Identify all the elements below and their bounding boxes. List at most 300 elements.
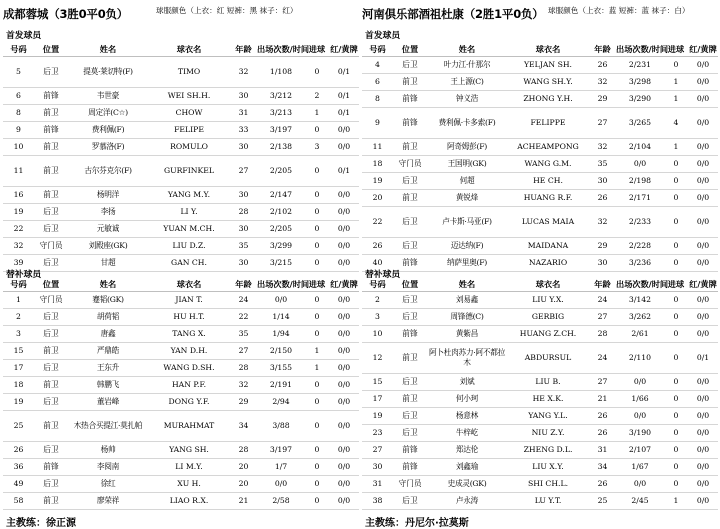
player-goals: 0	[664, 291, 688, 308]
player-player-name: 韩鹏飞	[68, 376, 148, 393]
player-age: 24	[230, 291, 257, 308]
player-position: 前锋	[34, 121, 68, 138]
player-player-name: 周锋德(C)	[427, 308, 507, 325]
player-player-name: 王上源(C)	[427, 73, 507, 90]
player-position: 后卫	[34, 220, 68, 237]
player-number: 22	[362, 206, 393, 237]
player-row	[362, 308, 718, 325]
player-player-name: 元敏诚	[68, 220, 148, 237]
kit-colors: 球服颜色（上衣：蓝 短裤：蓝 袜子：白）	[548, 6, 690, 15]
player-goals: 0	[664, 373, 688, 390]
player-appearances: 3/298	[616, 73, 664, 90]
player-number: 38	[362, 492, 393, 509]
starters-table	[362, 43, 718, 272]
player-cards: 0/0	[688, 189, 718, 206]
player-goals: 0	[664, 189, 688, 206]
player-number: 31	[362, 475, 393, 492]
player-player-name: 阿奇姆彭(F)	[427, 138, 507, 155]
player-age: 26	[589, 189, 616, 206]
player-player-name: 刘殿座(GK)	[68, 237, 148, 254]
player-number: 2	[3, 308, 34, 325]
player-appearances: 2/45	[616, 492, 664, 509]
player-row	[362, 407, 718, 424]
player-player-name: 李阅南	[68, 458, 148, 475]
player-player-name: 牛梓屹	[427, 424, 507, 441]
player-cards: 0/0	[688, 155, 718, 172]
player-cards: 0/0	[329, 254, 359, 271]
player-age: 33	[230, 121, 257, 138]
player-age: 20	[230, 458, 257, 475]
player-shirt-name: TIMO	[148, 56, 230, 87]
column-header-goals: 进球	[305, 278, 329, 291]
player-position: 后卫	[34, 254, 68, 271]
player-position: 前卫	[393, 390, 427, 407]
coach-name: 丹尼尔·拉莫斯	[405, 518, 469, 529]
column-header-position: 位置	[393, 278, 427, 291]
player-number: 17	[3, 359, 34, 376]
coach-line	[365, 514, 469, 529]
player-position: 前卫	[34, 104, 68, 121]
player-age: 35	[589, 155, 616, 172]
player-position: 前卫	[34, 138, 68, 155]
player-row	[362, 492, 718, 509]
player-goals: 0	[664, 475, 688, 492]
player-row	[362, 172, 718, 189]
player-age: 29	[589, 90, 616, 107]
player-number: 20	[362, 189, 393, 206]
player-player-name: 周定洋(C☆)	[68, 104, 148, 121]
player-appearances: 0/0	[616, 407, 664, 424]
player-player-name: 何小珂	[427, 390, 507, 407]
player-cards: 0/0	[688, 492, 718, 509]
player-age: 21	[230, 492, 257, 509]
player-shirt-name: LIU B.	[507, 373, 589, 390]
player-cards: 0/0	[329, 441, 359, 458]
player-shirt-name: GURFINKEL	[148, 155, 230, 186]
player-age: 30	[230, 138, 257, 155]
player-appearances: 2/102	[257, 203, 305, 220]
player-row	[362, 291, 718, 308]
player-player-name: 甘超	[68, 254, 148, 271]
player-goals: 0	[664, 254, 688, 271]
player-age: 30	[230, 186, 257, 203]
player-number: 15	[362, 373, 393, 390]
player-cards: 0/0	[688, 424, 718, 441]
player-cards: 0/0	[688, 56, 718, 73]
player-cards: 0/0	[329, 492, 359, 509]
player-number: 3	[362, 308, 393, 325]
player-player-name: 叶力江·什那尔	[427, 56, 507, 73]
player-age: 26	[589, 407, 616, 424]
player-age: 27	[589, 107, 616, 138]
player-player-name: 费利佩·卡多索(F)	[427, 107, 507, 138]
player-player-name: 董岩峰	[68, 393, 148, 410]
column-header-shirt-name: 球衣名	[507, 278, 589, 291]
player-number: 22	[3, 220, 34, 237]
player-goals: 1	[305, 342, 329, 359]
player-cards: 0/0	[688, 237, 718, 254]
player-position: 前锋	[393, 107, 427, 138]
player-appearances: 3/215	[257, 254, 305, 271]
player-age: 30	[589, 172, 616, 189]
player-player-name: 古尔芬克尔(F)	[68, 155, 148, 186]
player-shirt-name: HUANG R.F.	[507, 189, 589, 206]
player-shirt-name: LIU D.Z.	[148, 237, 230, 254]
player-appearances: 2/198	[616, 172, 664, 189]
player-appearances: 3/197	[257, 121, 305, 138]
team-panel-home	[3, 0, 359, 529]
player-cards: 0/0	[329, 220, 359, 237]
player-row	[362, 254, 718, 271]
player-row	[3, 186, 359, 203]
player-position: 前锋	[34, 87, 68, 104]
player-position: 前卫	[34, 342, 68, 359]
player-number: 12	[362, 342, 393, 373]
player-position: 守门员	[393, 155, 427, 172]
player-cards: 0/0	[688, 373, 718, 390]
player-cards: 0/0	[688, 441, 718, 458]
player-row	[362, 441, 718, 458]
player-position: 后卫	[34, 203, 68, 220]
player-cards: 0/1	[329, 104, 359, 121]
coach-label: 主教练：	[365, 518, 405, 529]
player-number: 3	[3, 325, 34, 342]
player-shirt-name: GERBIG	[507, 308, 589, 325]
player-row	[362, 475, 718, 492]
player-age: 21	[589, 390, 616, 407]
player-age: 30	[589, 254, 616, 271]
column-header-player-name: 姓名	[427, 43, 507, 56]
player-position: 后卫	[34, 359, 68, 376]
player-row	[3, 138, 359, 155]
player-row	[3, 458, 359, 475]
player-position: 守门员	[393, 475, 427, 492]
player-player-name: 卢卡斯·马亚(F)	[427, 206, 507, 237]
player-shirt-name: FELIPE	[148, 121, 230, 138]
player-row	[3, 237, 359, 254]
player-number: 2	[362, 291, 393, 308]
player-number: 10	[3, 138, 34, 155]
player-position: 前锋	[34, 458, 68, 475]
player-shirt-name: HUANG Z.CH.	[507, 325, 589, 342]
column-header-number: 号码	[362, 278, 393, 291]
player-shirt-name: YANG SH.	[148, 441, 230, 458]
player-age: 35	[230, 325, 257, 342]
player-row	[362, 342, 718, 373]
player-goals: 0	[664, 407, 688, 424]
player-position: 后卫	[34, 56, 68, 87]
player-row	[3, 291, 359, 308]
player-row	[362, 73, 718, 90]
player-appearances: 1/7	[257, 458, 305, 475]
column-header-appearances: 出场次数/时间	[616, 43, 664, 56]
player-shirt-name: YANG M.Y.	[148, 186, 230, 203]
player-age: 32	[589, 138, 616, 155]
player-goals: 0	[664, 155, 688, 172]
player-appearances: 2/171	[616, 189, 664, 206]
column-header-goals: 进球	[664, 278, 688, 291]
player-age: 35	[230, 237, 257, 254]
player-age: 27	[589, 373, 616, 390]
player-appearances: 3/299	[257, 237, 305, 254]
player-goals: 0	[664, 424, 688, 441]
player-age: 27	[230, 155, 257, 186]
player-appearances: 3/262	[616, 308, 664, 325]
column-header-appearances: 出场次数/时间	[257, 278, 305, 291]
player-goals: 1	[664, 90, 688, 107]
player-shirt-name: LIU Y.X.	[507, 291, 589, 308]
player-row	[3, 104, 359, 121]
player-player-name: 史成灵(GK)	[427, 475, 507, 492]
player-cards: 0/0	[688, 291, 718, 308]
player-position: 前卫	[34, 376, 68, 393]
player-number: 9	[3, 121, 34, 138]
player-number: 11	[3, 155, 34, 186]
player-age: 28	[589, 325, 616, 342]
player-player-name: 纳萨里奥(F)	[427, 254, 507, 271]
player-row	[3, 155, 359, 186]
player-row	[3, 376, 359, 393]
player-player-name: 李扬	[68, 203, 148, 220]
player-row	[362, 90, 718, 107]
player-position: 后卫	[393, 172, 427, 189]
player-appearances: 0/0	[257, 475, 305, 492]
player-shirt-name: YAN D.H.	[148, 342, 230, 359]
player-player-name: 郑达伦	[427, 441, 507, 458]
player-number: 4	[362, 56, 393, 73]
player-age: 31	[230, 104, 257, 121]
column-header-position: 位置	[34, 43, 68, 56]
player-goals: 0	[664, 56, 688, 73]
player-goals: 0	[664, 237, 688, 254]
player-goals: 0	[305, 308, 329, 325]
player-appearances: 2/110	[616, 342, 664, 373]
column-header-cards: 红/黄牌	[688, 43, 718, 56]
header-row	[3, 278, 359, 291]
player-number: 19	[3, 203, 34, 220]
player-shirt-name: ABDURSUL	[507, 342, 589, 373]
player-goals: 1	[664, 138, 688, 155]
player-shirt-name: LI M.Y.	[148, 458, 230, 475]
player-player-name: 钟义浩	[427, 90, 507, 107]
player-cards: 0/0	[329, 203, 359, 220]
player-age: 20	[230, 475, 257, 492]
player-age: 26	[589, 424, 616, 441]
player-position: 后卫	[393, 56, 427, 73]
player-appearances: 0/0	[616, 155, 664, 172]
column-header-goals: 进球	[664, 43, 688, 56]
player-goals: 0	[305, 155, 329, 186]
player-player-name: 廖荣祥	[68, 492, 148, 509]
player-appearances: 2/205	[257, 155, 305, 186]
player-goals: 0	[664, 441, 688, 458]
player-row	[3, 492, 359, 509]
team-title: 成都蓉城（3胜0平0负）	[3, 7, 129, 21]
player-shirt-name: MAIDANA	[507, 237, 589, 254]
player-cards: 0/0	[329, 458, 359, 475]
player-position: 后卫	[393, 492, 427, 509]
player-appearances: 0/0	[616, 475, 664, 492]
player-player-name: 阿卜杜肉苏力·阿不都拉木	[427, 342, 507, 373]
player-shirt-name: LI Y.	[148, 203, 230, 220]
player-number: 36	[3, 458, 34, 475]
player-shirt-name: CHOW	[148, 104, 230, 121]
player-position: 后卫	[393, 237, 427, 254]
player-row	[362, 458, 718, 475]
player-number: 58	[3, 492, 34, 509]
player-player-name: 卢永涛	[427, 492, 507, 509]
player-goals: 0	[664, 458, 688, 475]
player-appearances: 2/58	[257, 492, 305, 509]
player-row	[362, 155, 718, 172]
player-appearances: 1/94	[257, 325, 305, 342]
column-header-player-name: 姓名	[68, 43, 148, 56]
player-appearances: 1/67	[616, 458, 664, 475]
player-appearances: 1/108	[257, 56, 305, 87]
player-row	[362, 189, 718, 206]
player-row	[3, 254, 359, 271]
player-goals: 0	[305, 458, 329, 475]
player-goals: 1	[305, 104, 329, 121]
player-cards: 0/0	[329, 325, 359, 342]
player-age: 28	[230, 441, 257, 458]
player-number: 27	[362, 441, 393, 458]
player-age: 32	[230, 56, 257, 87]
player-goals: 0	[305, 203, 329, 220]
player-row	[362, 206, 718, 237]
player-age: 25	[589, 492, 616, 509]
player-row	[3, 342, 359, 359]
starters-table	[3, 43, 359, 272]
player-cards: 0/0	[329, 342, 359, 359]
player-cards: 0/0	[688, 254, 718, 271]
player-appearances: 3/142	[616, 291, 664, 308]
player-player-name: 提莫·莱切特(F)	[68, 56, 148, 87]
player-number: 18	[362, 155, 393, 172]
column-header-position: 位置	[34, 278, 68, 291]
player-cards: 0/1	[329, 56, 359, 87]
player-shirt-name: TANG X.	[148, 325, 230, 342]
player-cards: 0/1	[688, 342, 718, 373]
player-age: 22	[230, 308, 257, 325]
player-position: 后卫	[393, 424, 427, 441]
player-cards: 0/1	[329, 155, 359, 186]
player-cards: 0/0	[688, 107, 718, 138]
player-player-name: 刘斌	[427, 373, 507, 390]
player-goals: 0	[305, 121, 329, 138]
starters-title: 首发球员	[365, 31, 401, 41]
player-number: 6	[3, 87, 34, 104]
player-position: 前卫	[34, 155, 68, 186]
player-age: 30	[230, 220, 257, 237]
player-position: 前卫	[393, 342, 427, 373]
player-appearances: 2/191	[257, 376, 305, 393]
player-shirt-name: DONG Y.F.	[148, 393, 230, 410]
coach-line	[6, 514, 76, 529]
player-cards: 0/0	[329, 376, 359, 393]
column-header-player-name: 姓名	[427, 278, 507, 291]
player-position: 前锋	[393, 90, 427, 107]
kit-colors: 球服颜色（上衣：红 短裤：黑 袜子：红）	[156, 6, 298, 15]
player-row	[362, 424, 718, 441]
player-goals: 0	[305, 220, 329, 237]
player-appearances: 3/213	[257, 104, 305, 121]
player-age: 27	[230, 342, 257, 359]
player-number: 11	[362, 138, 393, 155]
player-player-name: 胡荷韬	[68, 308, 148, 325]
column-header-cards: 红/黄牌	[688, 278, 718, 291]
player-player-name: 王国明(GK)	[427, 155, 507, 172]
player-appearances: 2/205	[257, 220, 305, 237]
player-cards: 0/0	[329, 138, 359, 155]
player-number: 25	[3, 410, 34, 441]
player-cards: 0/0	[688, 138, 718, 155]
column-header-number: 号码	[3, 278, 34, 291]
player-number: 23	[362, 424, 393, 441]
player-age: 34	[589, 458, 616, 475]
player-cards: 0/0	[688, 90, 718, 107]
column-header-age: 年龄	[589, 43, 616, 56]
player-shirt-name: GAN CH.	[148, 254, 230, 271]
player-number: 8	[362, 90, 393, 107]
player-row	[3, 475, 359, 492]
player-player-name: 徐红	[68, 475, 148, 492]
player-number: 26	[3, 441, 34, 458]
player-player-name: 王东升	[68, 359, 148, 376]
player-row	[3, 56, 359, 87]
player-cards: 0/0	[688, 390, 718, 407]
player-number: 18	[3, 376, 34, 393]
player-appearances: 2/231	[616, 56, 664, 73]
player-shirt-name: ACHEAMPONG	[507, 138, 589, 155]
player-cards: 0/0	[329, 186, 359, 203]
player-age: 29	[589, 237, 616, 254]
player-shirt-name: HE CH.	[507, 172, 589, 189]
player-number: 1	[3, 291, 34, 308]
player-cards: 0/0	[688, 73, 718, 90]
player-appearances: 1/66	[616, 390, 664, 407]
subs-table	[3, 278, 359, 510]
team-header	[362, 3, 718, 19]
player-player-name: 罗慕洛(F)	[68, 138, 148, 155]
player-goals: 0	[305, 410, 329, 441]
column-header-position: 位置	[393, 43, 427, 56]
player-shirt-name: HAN P.F.	[148, 376, 230, 393]
column-header-number: 号码	[362, 43, 393, 56]
player-number: 10	[362, 325, 393, 342]
player-number: 30	[362, 458, 393, 475]
player-age: 26	[589, 56, 616, 73]
subs-title: 替补球员	[6, 270, 42, 280]
player-goals: 0	[664, 206, 688, 237]
player-number: 26	[362, 237, 393, 254]
player-cards: 0/0	[688, 458, 718, 475]
player-shirt-name: ZHENG D.L.	[507, 441, 589, 458]
player-position: 后卫	[34, 393, 68, 410]
player-player-name: 费利佩(F)	[68, 121, 148, 138]
player-appearances: 2/107	[616, 441, 664, 458]
player-shirt-name: YANG Y.L.	[507, 407, 589, 424]
player-number: 17	[362, 390, 393, 407]
player-position: 后卫	[393, 291, 427, 308]
player-position: 前卫	[393, 189, 427, 206]
player-position: 前卫	[34, 410, 68, 441]
header-row	[362, 278, 718, 291]
player-number: 19	[362, 172, 393, 189]
player-number: 32	[3, 237, 34, 254]
player-goals: 4	[664, 107, 688, 138]
player-goals: 0	[305, 237, 329, 254]
